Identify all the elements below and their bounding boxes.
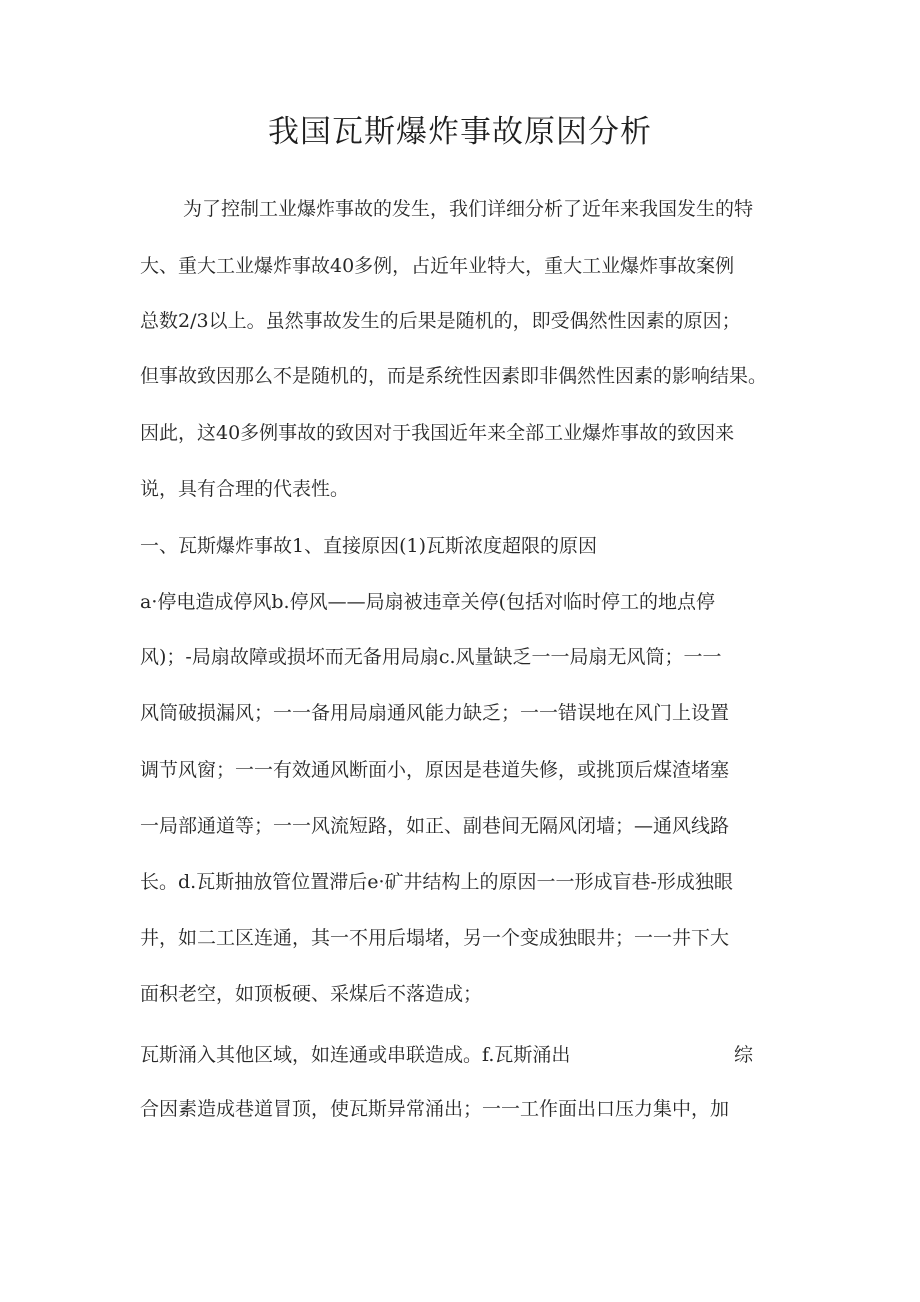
paragraph-line: 因此，这40多例事故的致因对于我国近年来全部工业爆炸事故的致因来: [140, 422, 735, 444]
paragraph-line: 但事故致因那么不是随机的，而是系统性因素即非偶然性因素的影响结果。: [140, 365, 768, 387]
paragraph-line: 井，如二工区连通，其一不用后塌堵，另一个变成独眼井；一一井下大: [140, 927, 730, 949]
paragraph-line: 风筒破损漏风；一一备用局扇通风能力缺乏；一一错误地在风门上设置: [140, 702, 730, 724]
paragraph-line: 一局部通道等；一一风流短路，如正、副巷间无隔风闭墙；—通风线路: [140, 815, 730, 837]
paragraph-line: 长。d.瓦斯抽放管位置滞后e·矿井结构上的原因一一形成盲巷-形成独眼: [140, 871, 733, 893]
paragraph-line: 合因素造成巷道冒顶，使瓦斯异常涌出；一一工作面出口压力集中，加: [140, 1098, 730, 1120]
paragraph-line: 瓦斯涌入其他区域，如连通或串联造成。f.瓦斯涌出: [140, 1044, 571, 1066]
paragraph-line: a·停电造成停风b.停风——局扇被违章关停(包括对临时停工的地点停: [140, 591, 715, 613]
paragraph-line: 大、重大工业爆炸事故40多例，占近年业特大，重大工业爆炸事故案例: [140, 255, 735, 277]
paragraph-line: 风)；-局扇故障或损坏而无备用局扇c.风量缺乏一一局扇无风筒；一一: [140, 646, 722, 668]
paragraph-fragment: 综: [734, 1044, 754, 1066]
section-heading: 一、瓦斯爆炸事故1、直接原因(1)瓦斯浓度超限的原因: [140, 535, 598, 557]
paragraph-line: 调节风窗；一一有效通风断面小，原因是巷道失修，或挑顶后煤渣堵塞: [140, 759, 730, 781]
paragraph-line: 为了控制工业爆炸事故的发生，我们详细分析了近年来我国发生的特: [183, 198, 754, 220]
paragraph-line: 面积老空，如顶板硬、采煤后不落造成；: [140, 983, 483, 1005]
document-title: 我国瓦斯爆炸事故原因分析: [268, 114, 652, 150]
paragraph-line: 说，具有合理的代表性。: [140, 478, 350, 500]
paragraph-line: 总数2/3以上。虽然事故发生的后果是随机的，即受偶然性因素的原因；: [140, 310, 741, 332]
